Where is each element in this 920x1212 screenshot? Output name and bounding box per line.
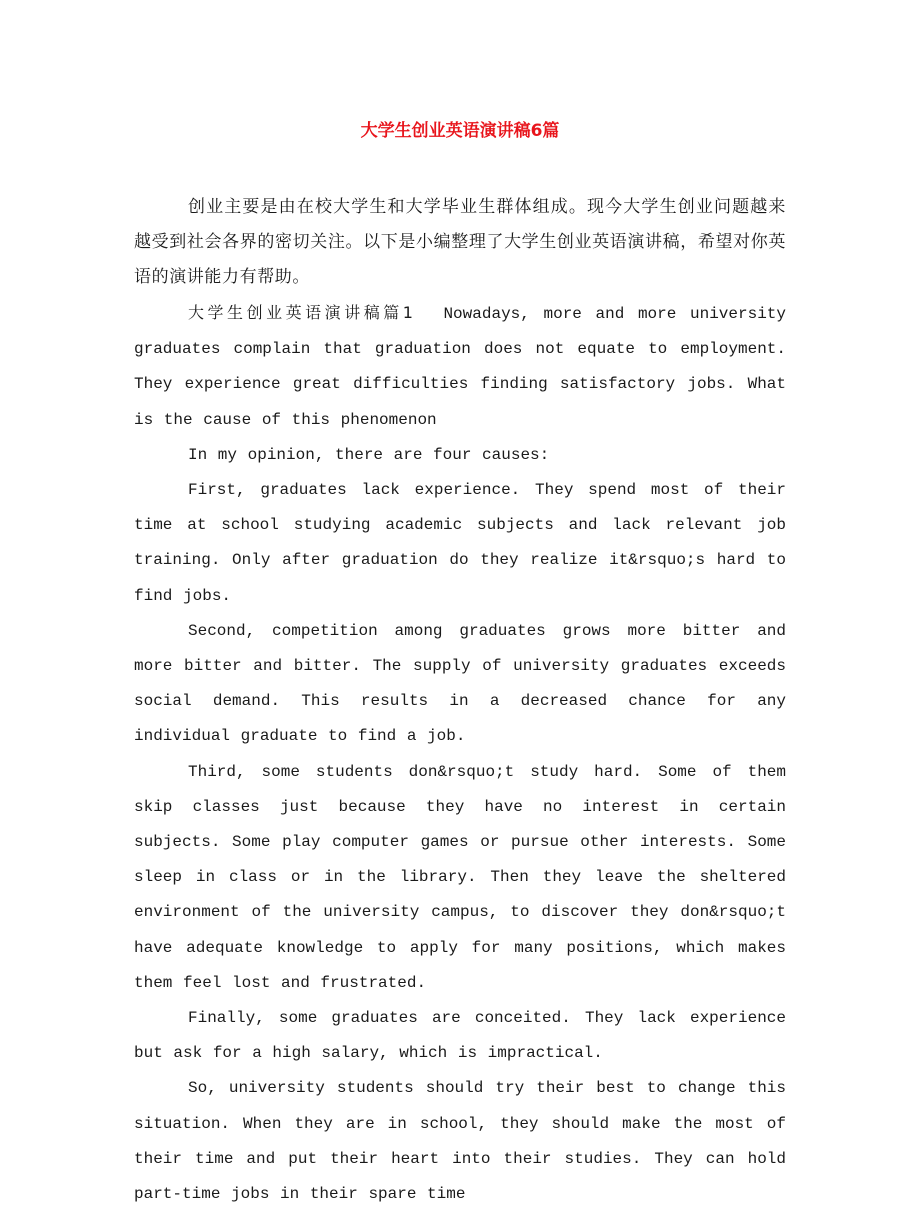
paragraph-4: Second, competition among graduates grows more bitter and more bitter and bitter. The supply of university graduates exceeds social demand. This results in a decreased chance for any individual graduate to find a job.: [134, 621, 786, 746]
paragraph-7: So, university students should try their best to change this situation. When they are in school, they should make the most of their time and put their heart into their studies. They can hold part-time jobs in their spare time: [134, 1079, 786, 1204]
paragraph-6: Finally, some graduates are conceited. They lack experience but ask for a high salary, which is impractical.: [134, 1009, 786, 1063]
intro-paragraph: 创业主要是由在校大学生和大学毕业生群体组成。现今大学生创业问题越来越受到社会各界的密切关注。以下是小编整理了大学生创业英语演讲稿，希望对你英语的演讲能力有帮助。: [134, 197, 786, 287]
paragraph-3: First, graduates lack experience. They spend most of their time at school studying academic subjects and lack relevant job training. Only after graduation do they realize it&rsquo;s hard to find jobs.: [134, 481, 786, 605]
paragraph-5: Third, some students don&rsquo;t study hard. Some of them skip classes just because they have no interest in certain subjects. Some play computer games or pursue other interests. Some sleep in class or in the library. Then they leave the sheltered environment of the university campus, to discover they don&rsquo;t have adequate knowledge to apply for many positions, which makes them feel lost and frustrated.: [134, 762, 786, 992]
paragraph-1: [134, 295, 786, 438]
document-body: [134, 190, 786, 1212]
section-heading: 大学生创业英语演讲稿篇1: [188, 303, 414, 322]
paragraph-2: In my opinion, there are four causes:: [188, 445, 550, 464]
paragraph-1-text: Nowadays, more and more university graduates complain that graduation does not equate to employment. They experience great difficulties finding satisfactory jobs. What is the cause of this phenomenon: [134, 305, 787, 429]
document-title: 大学生创业英语演讲稿6篇: [360, 121, 560, 141]
